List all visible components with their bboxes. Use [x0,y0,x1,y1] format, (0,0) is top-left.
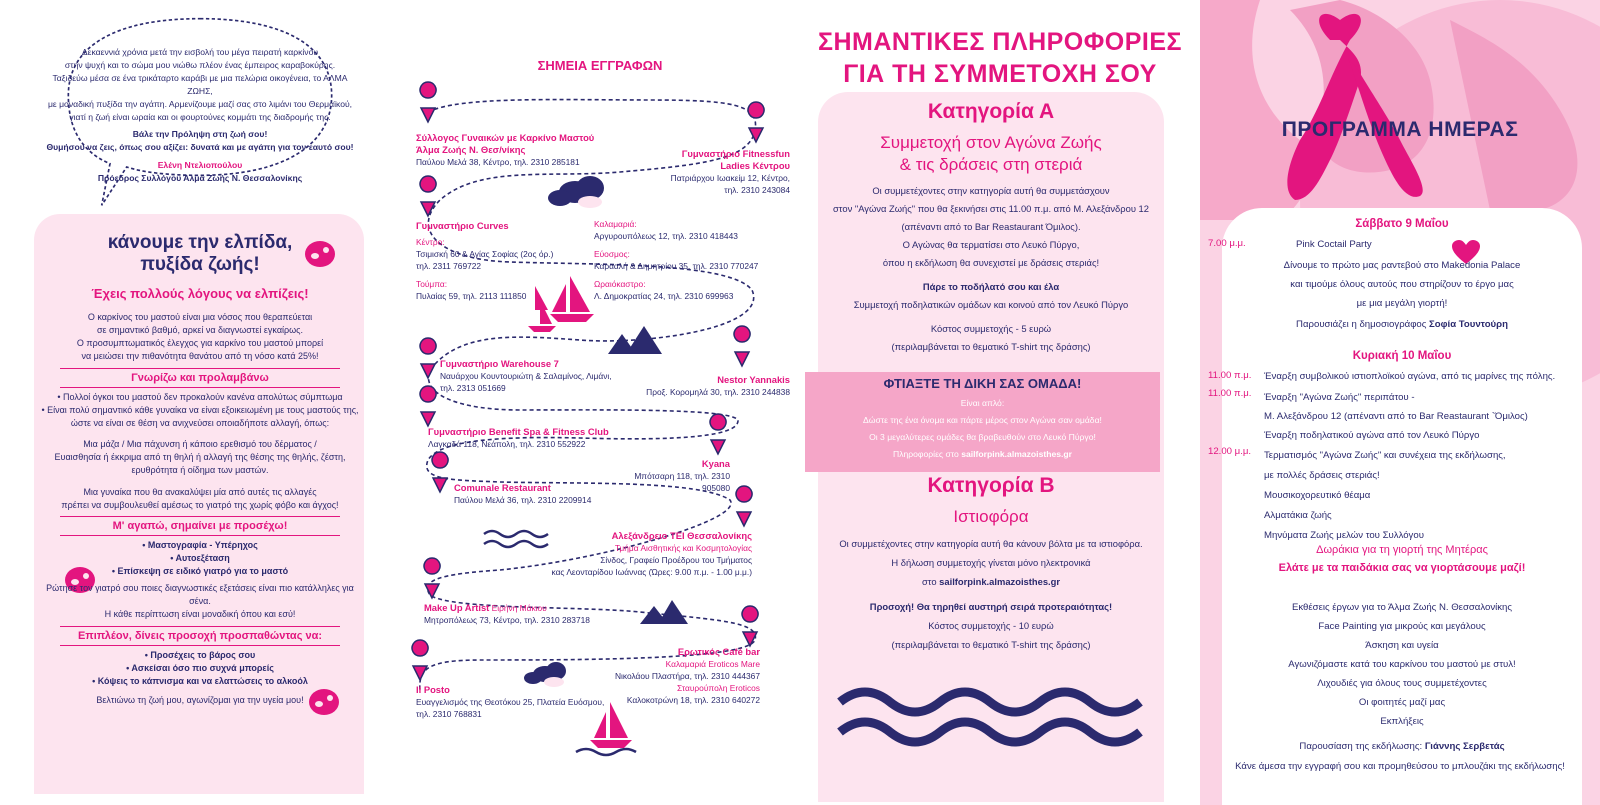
subheadline: Έχεις πολλούς λόγους να ελπίζεις! [91,286,309,301]
mountain-icon [640,600,688,624]
location-name: Γυμναστήριο Curves [416,220,509,231]
location-name: Ερωτικός Café bar [677,646,760,657]
area-label: Καλαμαριά: [594,219,637,229]
text-line: Μια γυναίκα που θα ανακαλύψει μία από αυτές τις αλλαγές [83,487,317,497]
location-address: Πυλαίας 59, τηλ. 2113 111850 [416,291,527,301]
category-title: Κατηγορία Α [927,100,1055,123]
text-line: Ο προσυμπτωματικός έλεγχος για καρκίνο του μαστού μπορεί [76,338,324,348]
location-address: Μπότσαρη 118, τηλ. 2310 905080 [634,471,730,493]
list-item: Αγωνιζόμαστε κατά του καρκίνου του μαστού με στυλ! [1288,659,1516,670]
text-line: Οι 3 μεγαλύτερες ομάδες θα βραβευθούν στο Λευκό Πύργο! [869,432,1096,442]
category-subtitle: Συμμετοχή στον Αγώνα Ζωής [880,133,1102,152]
text-line: Έναρξη ποδηλατικού αγώνα από τον Λευκό Πύργο [1264,430,1480,441]
text-line: • Είναι πολύ σημαντικό κάθε γυναίκα να είναι εξοικειωμένη με τους μαστούς της, [41,405,359,415]
bike-title: Πάρε το ποδήλατό σου και έλα [922,281,1060,292]
location-address: Μητροπόλεως 73, Κέντρο, τηλ. 2310 283718 [424,615,590,625]
location-address: Λ. Δημοκρατίας 24, τηλ. 2310 699963 [594,291,734,301]
location-address: Αργυρουπόλεως 12, τηλ. 2310 418443 [594,231,738,241]
list-item: Face Painting για μικρούς και μεγάλους [1318,621,1486,632]
location-make-up-artist [424,602,634,626]
location-address: Καρααλή & Δημητρίου 35, τηλ. 2310 770247 [594,261,759,271]
headline: πυξίδα ζωής! [140,254,260,275]
location-name: Ladies Κέντρου [720,160,790,171]
location-address: Σίνδος, Γραφείο Προέδρου του Τμήματος [600,555,752,565]
list-item: • Προσέχεις το βάρος σου [144,650,256,660]
text-line: • Πολλοί όγκοι του μαστού δεν προκαλούν κανένα απολύτως σύμπτωμα [57,392,343,402]
location-address: Παύλου Μελά 36, τηλ. 2310 2209914 [454,495,592,505]
section-text [40,486,360,512]
text-line: Μουσικοχορευτικό θέαμα [1264,490,1371,501]
text-line: να μειώσει την πιθανότητα θανάτου από τη νόσο κατά 25%! [81,351,319,361]
text-line: Μ. Αλεξάνδρου 12 (απέναντι από το Bar Reastaurant `Όμιλος) [1264,411,1528,422]
location-name: Kyana [701,458,730,469]
location-address: τηλ. 2313 051669 [440,383,506,393]
day-title: Κυριακή 10 Μαΐου [1352,350,1452,362]
text-line: στον "Αγώνα Ζωής" που θα ξεκινήσει στις 11.00 π.μ. από Μ. Αλεξάνδρου 12 [833,203,1149,214]
category-a [818,100,1164,356]
day-title: Σάββατο 9 Μαΐου [1355,218,1449,230]
text-line: στο [921,576,940,587]
list-item: • Επίσκεψη σε ειδικό γιατρό για το μαστό [111,566,289,576]
mountain-icon [608,326,662,354]
title-line: ΓΙΑ ΤΗ ΣΥΜΜΕΤΟΧΗ ΣΟΥ [843,60,1157,88]
location-address: Προξ. Κορομηλά 30, τηλ. 2310 244838 [646,387,790,397]
divider [60,368,340,369]
location-name: Αλεξάνδρειο ΤΕΙ Θεσσαλονίκης [611,530,752,541]
quote-line: Δεκαεννιά χρόνια μετά την εισβολή του μέγα πειρατή καρκίνου [81,47,319,57]
location-name: Il Posto [416,684,450,695]
event-race [1264,388,1594,445]
page-title: ΠΡΟΓΡΑΜΜΑ ΗΜΕΡΑΣ [1281,118,1519,141]
location-address: κας Λεονταρίδου Ιωάννας (Ώρες: 9.00 π.μ. - 1.00 μ.μ.) [551,567,752,577]
event-title: Pink Coctail Party [1296,239,1372,250]
location-address: τηλ. 2310 768831 [416,709,482,719]
location-name: Comunale Restaurant [454,482,551,493]
text-line: Ο Αγώνας θα τερματίσει στο Λευκό Πύργο, [902,239,1080,250]
area-label: Κέντρο: [416,237,445,247]
location-name: Σύλλογος Γυναικών με Καρκίνο Μαστού [416,132,595,143]
section-title: Επιπλέον, δίνεις προσοχή προσπαθώντας να: [77,630,323,642]
event-title: Έναρξη συμβολικού ιστιοπλοϊκού αγώνα, από τις μαρίνες της πόλης. [1264,371,1556,382]
list-item: Εκπλήξεις [1380,716,1424,727]
text-line: Δώστε της ένα όνομα και πάρτε μέρος στον Αγώνα σαν ομάδα! [863,415,1102,425]
location-pin-icon [412,640,428,680]
closing-text: Βελτιώνω τη ζωή μου, αγωνίζομαι για την υγεία μου! [96,695,304,705]
location-branch: Σταυρούπολη Eroticos [677,683,760,693]
location-alma-zois [416,132,646,168]
location-address: τηλ. 2311 769722 [416,261,482,271]
category-subtitle: & τις δράσεις στη στεριά [899,155,1083,174]
text-line: Είναι απλό: [960,398,1005,408]
text-line: Πληροφορίες στο [892,449,962,459]
kids-text: Ελάτε με τα παιδάκια σας να γιορτάσουμε μαζί! [1278,562,1526,574]
quote-bold: Βάλε την Πρόληψη στη ζωή σου! [132,129,268,139]
host-name: Γιάννης Σερβετάς [1424,741,1505,752]
location-address: Νικολάου Πλαστήρα, τηλ. 2310 444367 [614,671,760,681]
location-nestor-yannakis [620,374,790,398]
section-text [40,582,360,621]
text-line: Οι συμμετέχοντες στην κατηγορία αυτή θα κάνουν βόλτα με τα ιστιοφόρα. [839,538,1143,549]
event-description [1222,256,1582,313]
location-address: Πατριάρχου Ιωακείμ 12, Κέντρο, [670,173,790,183]
quote-line: γιατί η ζωή είναι ωραία και οι φουρτούνες κομμάτι της διαδρομής της. [69,112,331,122]
team-title: ΦΤΙΑΞΤΕ ΤΗ ΔΙΚΗ ΣΑΣ ΟΜΑΔΑ! [883,376,1082,391]
cost-text: Κόστος συμμετοχής - 5 ευρώ [930,323,1052,334]
text-line: Δίνουμε το πρώτο μας ραντεβού στο Makedonia Palace [1283,260,1521,271]
location-address: τηλ. 2310 243084 [724,185,790,195]
list-item: • Κόψεις το κάπνισμα και να ελαττώσεις το αλκοόλ [92,676,308,686]
text-line: ώστε να είναι σε θέση να ανιχνεύσει οποιαδήποτε αλλαγή, όπως: [70,418,330,428]
registration-link[interactable]: sailforpink.almazoisthes.gr [939,576,1061,587]
panel-day-program [1200,0,1600,805]
list-item: Εκθέσεις έργων για το Άλμα Ζωής Ν. Θεσσαλονίκης [1291,602,1513,613]
text-line: Η κάθε περίπτωση είναι μοναδική όπου και εσύ! [104,609,296,619]
text-line: πρέπει να συμβουλευθεί αμέσως το γιατρό της χωρίς φόβο και άγχος! [61,500,339,510]
panel-registration-points [400,0,800,805]
waves-icon [484,531,548,547]
divider [60,535,340,536]
gift-text: Δωράκια για τη γιορτή της Μητέρας [1316,544,1488,556]
event-finish [1264,446,1594,546]
location-pin-icon [734,326,750,366]
text-line: όπου η εκδήλωση θα συνεχιστεί με δράσεις στεριάς! [882,257,1100,268]
attention-text: Προσοχή! Θα τηρηθεί αυστηρή σειρά προτεραιότητας! [869,601,1113,612]
event-time: 12.00 μ.μ. [1208,446,1252,457]
location-address: Ευαγγελισμός της Θεοτόκου 25, Πλατεία Ευόσμου, [416,697,605,707]
title-line: ΣΗΜΑΝΤΙΚΕΣ ΠΛΗΡΟΦΟΡΙΕΣ [817,28,1183,56]
event-title: Τερματισμός "Αγώνα Ζωής" και συνέχεια της εκδήλωσης, [1264,450,1506,461]
text-line: σε σημαντικό βαθμό, αρκεί να διαγνωστεί εγκαίρως. [96,325,304,335]
list-item: • Μαστογραφία - Υπέρηχος [142,540,258,550]
text-line: Ο καρκίνος του μαστού είναι μια νόσος που θεραπεύεται [87,312,313,322]
quote-bold: Θυμήσου να ζεις, όπως σου αξίζει: δυνατά και με αγάπη για τον εαυτό σου! [46,142,354,152]
text-line: (απέναντι από το Bar Reastaurant Όμιλος). [901,221,1081,232]
text-line: ερυθρότητα ή οίδημα των μαστών. [131,465,269,475]
location-address: Τσιμισκή 60 & Αγίας Σοφίας (2ος όρ.) [416,249,554,259]
divider [60,645,340,646]
info-link[interactable]: sailforpink.almazoisthes.gr [961,449,1072,459]
section-title: Μ' αγαπώ, σημαίνει με προσέχω! [112,520,288,532]
cost-note: (περιλαμβάνεται το θεματικό T-shirt της δράσης) [891,341,1091,352]
location-fitnessfun [650,148,790,196]
text-line: με μια μεγάλη γιορτή! [1356,298,1448,309]
area-label: Εύοσμος: [594,249,630,259]
location-name: Γυμναστήριο Fitnessfun [681,148,790,159]
host-label: Παρουσίαση της εκδήλωσης: [1299,741,1425,752]
text-line: Αλματάκια ζωής [1264,510,1332,521]
intro-content [40,232,360,707]
location-pin-icon [736,486,752,526]
event-title: Έναρξη "Αγώνα Ζωής" περιπάτου - [1264,392,1415,403]
location-address: Ναυάρχου Κουντουριώτη & Σαλαμίνος, Λιμάνι, [440,371,612,381]
section-text [40,391,360,430]
location-name: Άλμα Ζωής Ν. Θεσ/νίκης [416,144,526,155]
register-text: Κάνε άμεσα την εγγραφή σου και προμηθεύσου το μπλουζάκι της εκδήλωσης! [1235,761,1565,772]
cloud-icon [548,176,604,208]
text-line: Ρώτησε τον γιατρό σου ποιες διαγνωστικές εξετάσεις είναι πιο κατάλληλες για σένα. [46,583,354,606]
text-line: Οι συμμετέχοντες στην κατηγορία αυτή θα συμμετάσχουν [872,185,1110,196]
divider [60,516,340,517]
event-time: 7.00 μ.μ. [1208,238,1246,249]
team-section [805,376,1160,463]
location-pin-icon [742,606,758,646]
host-line [1222,740,1582,753]
location-address: Παύλου Μελά 38, Κέντρο, τηλ. 2310 285181 [416,157,580,167]
location-address: Καλοκοτρώνη 18, τηλ. 2310 640272 [626,695,760,705]
divider [60,626,340,627]
panel-participation-info [800,0,1200,805]
location-curves [416,220,586,302]
event-pink-party [1296,238,1586,251]
text-line: Ευαισθησία ή έκκριμα από τη θηλή ή αλλαγή της θέσης της θηλής, ζέστη, [54,452,346,462]
event-time: 11.00 π.μ. [1208,370,1252,381]
signature-role: Πρόεδρος Συλλόγου Άλμα Ζωής Ν. Θεσσαλονίκης [97,173,303,183]
text-line: και τιμούμε όλους αυτούς που στηρίζουν το έργο μας [1290,279,1514,290]
list-item: • Ασκείσαι όσο πιο συχνά μπορείς [126,663,274,673]
intro-text [40,311,360,363]
location-name: Γυμναστήριο Warehouse 7 [440,358,559,369]
list-item: • Αυτοεξέταση [170,553,230,563]
section-list [40,649,360,688]
section-title: ΣΗΜΕΙΑ ΕΓΓΡΑΦΩΝ [537,58,663,73]
location-erotikos-cafe [600,646,760,706]
location-il-posto [416,684,606,720]
waves-icon [830,680,1150,750]
location-address: Λαγκαδά 118, Νεάπολη, τηλ. 2310 552922 [428,439,586,449]
area-label: Ωραιόκαστρο: [594,279,646,289]
host-label: Παρουσιάζει η δημοσιογράφος [1296,319,1430,330]
text-line: με πολλές δράσεις στεριάς! [1264,470,1380,481]
host-line [1222,318,1582,331]
location-department: Τμήμα Αισθητικής και Κοσμητολογίας [614,543,752,553]
panel-intro [0,0,400,805]
quote-line: στην ψυχή και το σώμα μου νιώθω πλέον ένας έμπειρος καραβοκύρης. [64,60,336,70]
location-name: Nestor Yannakis [717,374,790,385]
category-b [818,474,1164,654]
signature-name: Ελένη Ντελιοπούλου [157,160,243,170]
quote-line: με μοναδική πυξίδα την αγάπη. Αρμενίζουμε μαζί σας στο λιμάνι του Θερμαϊκού, [47,99,353,109]
page-title [800,26,1200,90]
text-line: Μηνύματα Ζωής μελών του Συλλόγου [1264,530,1424,541]
text-line: Μια μάζα / Μια πάχυνση ή κάποιο ερεθισμό του δέρματος / [83,439,317,449]
cost-note: (περιλαμβάνεται το θεματικό T-shirt της δράσης) [891,639,1091,650]
quote-text [45,46,355,185]
location-pin-icon [420,338,436,378]
cost-text: Κόστος συμμετοχής - 10 ευρώ [928,620,1054,631]
section-list [40,539,360,578]
category-text [818,182,1164,272]
bike-text: Συμμετοχή ποδηλατικών ομάδων και κοινού από τον Λευκό Πύργο [853,299,1129,310]
location-tei [550,530,752,578]
location-pin-icon [420,82,436,122]
location-pin-icon [420,176,436,216]
activities-list [1222,598,1582,731]
list-item: Άσκηση και υγεία [1365,640,1439,651]
location-benefit-spa [428,426,688,450]
location-name: Γυμναστήριο Benefit Spa & Fitness Club [428,426,609,437]
section-title: Γνωρίζω και προλαμβάνω [131,372,269,384]
list-item: Οι φοιτητές μαζί μας [1358,697,1446,708]
location-curves-branches [594,218,794,302]
category-title: Κατηγορία Β [927,474,1055,497]
text-line: Η δήλωση συμμετοχής γίνεται μόνο ηλεκτρονικά [891,557,1091,568]
quote-line: Ταξιδεύω μέσα σε ένα τρικάταρτο καράβι με μια πελώρια οικογένεια, το ΑΛΜΑ ΖΩΗΣ, [52,73,348,96]
host-name: Σοφία Τουντούρη [1429,319,1508,330]
headline: κάνουμε την ελπίδα, [107,232,293,253]
location-comunale [454,482,654,506]
team-text [805,395,1160,463]
area-label: Τούμπα: [416,279,448,289]
section-text [40,438,360,477]
location-person: Ειρήνη Μάκιου [489,603,547,613]
event-time: 11.00 π.μ. [1208,388,1252,399]
location-pin-icon [420,386,436,426]
category-subtitle: Ιστιοφόρα [953,507,1029,526]
location-name: Make Up Artist [424,602,490,613]
divider [60,387,340,388]
location-pin-icon [432,452,448,492]
list-item: Λιχουδιές για όλους τους συμμετέχοντες [1317,678,1487,689]
location-branch: Καλαμαριά Eroticos Mare [665,659,760,669]
